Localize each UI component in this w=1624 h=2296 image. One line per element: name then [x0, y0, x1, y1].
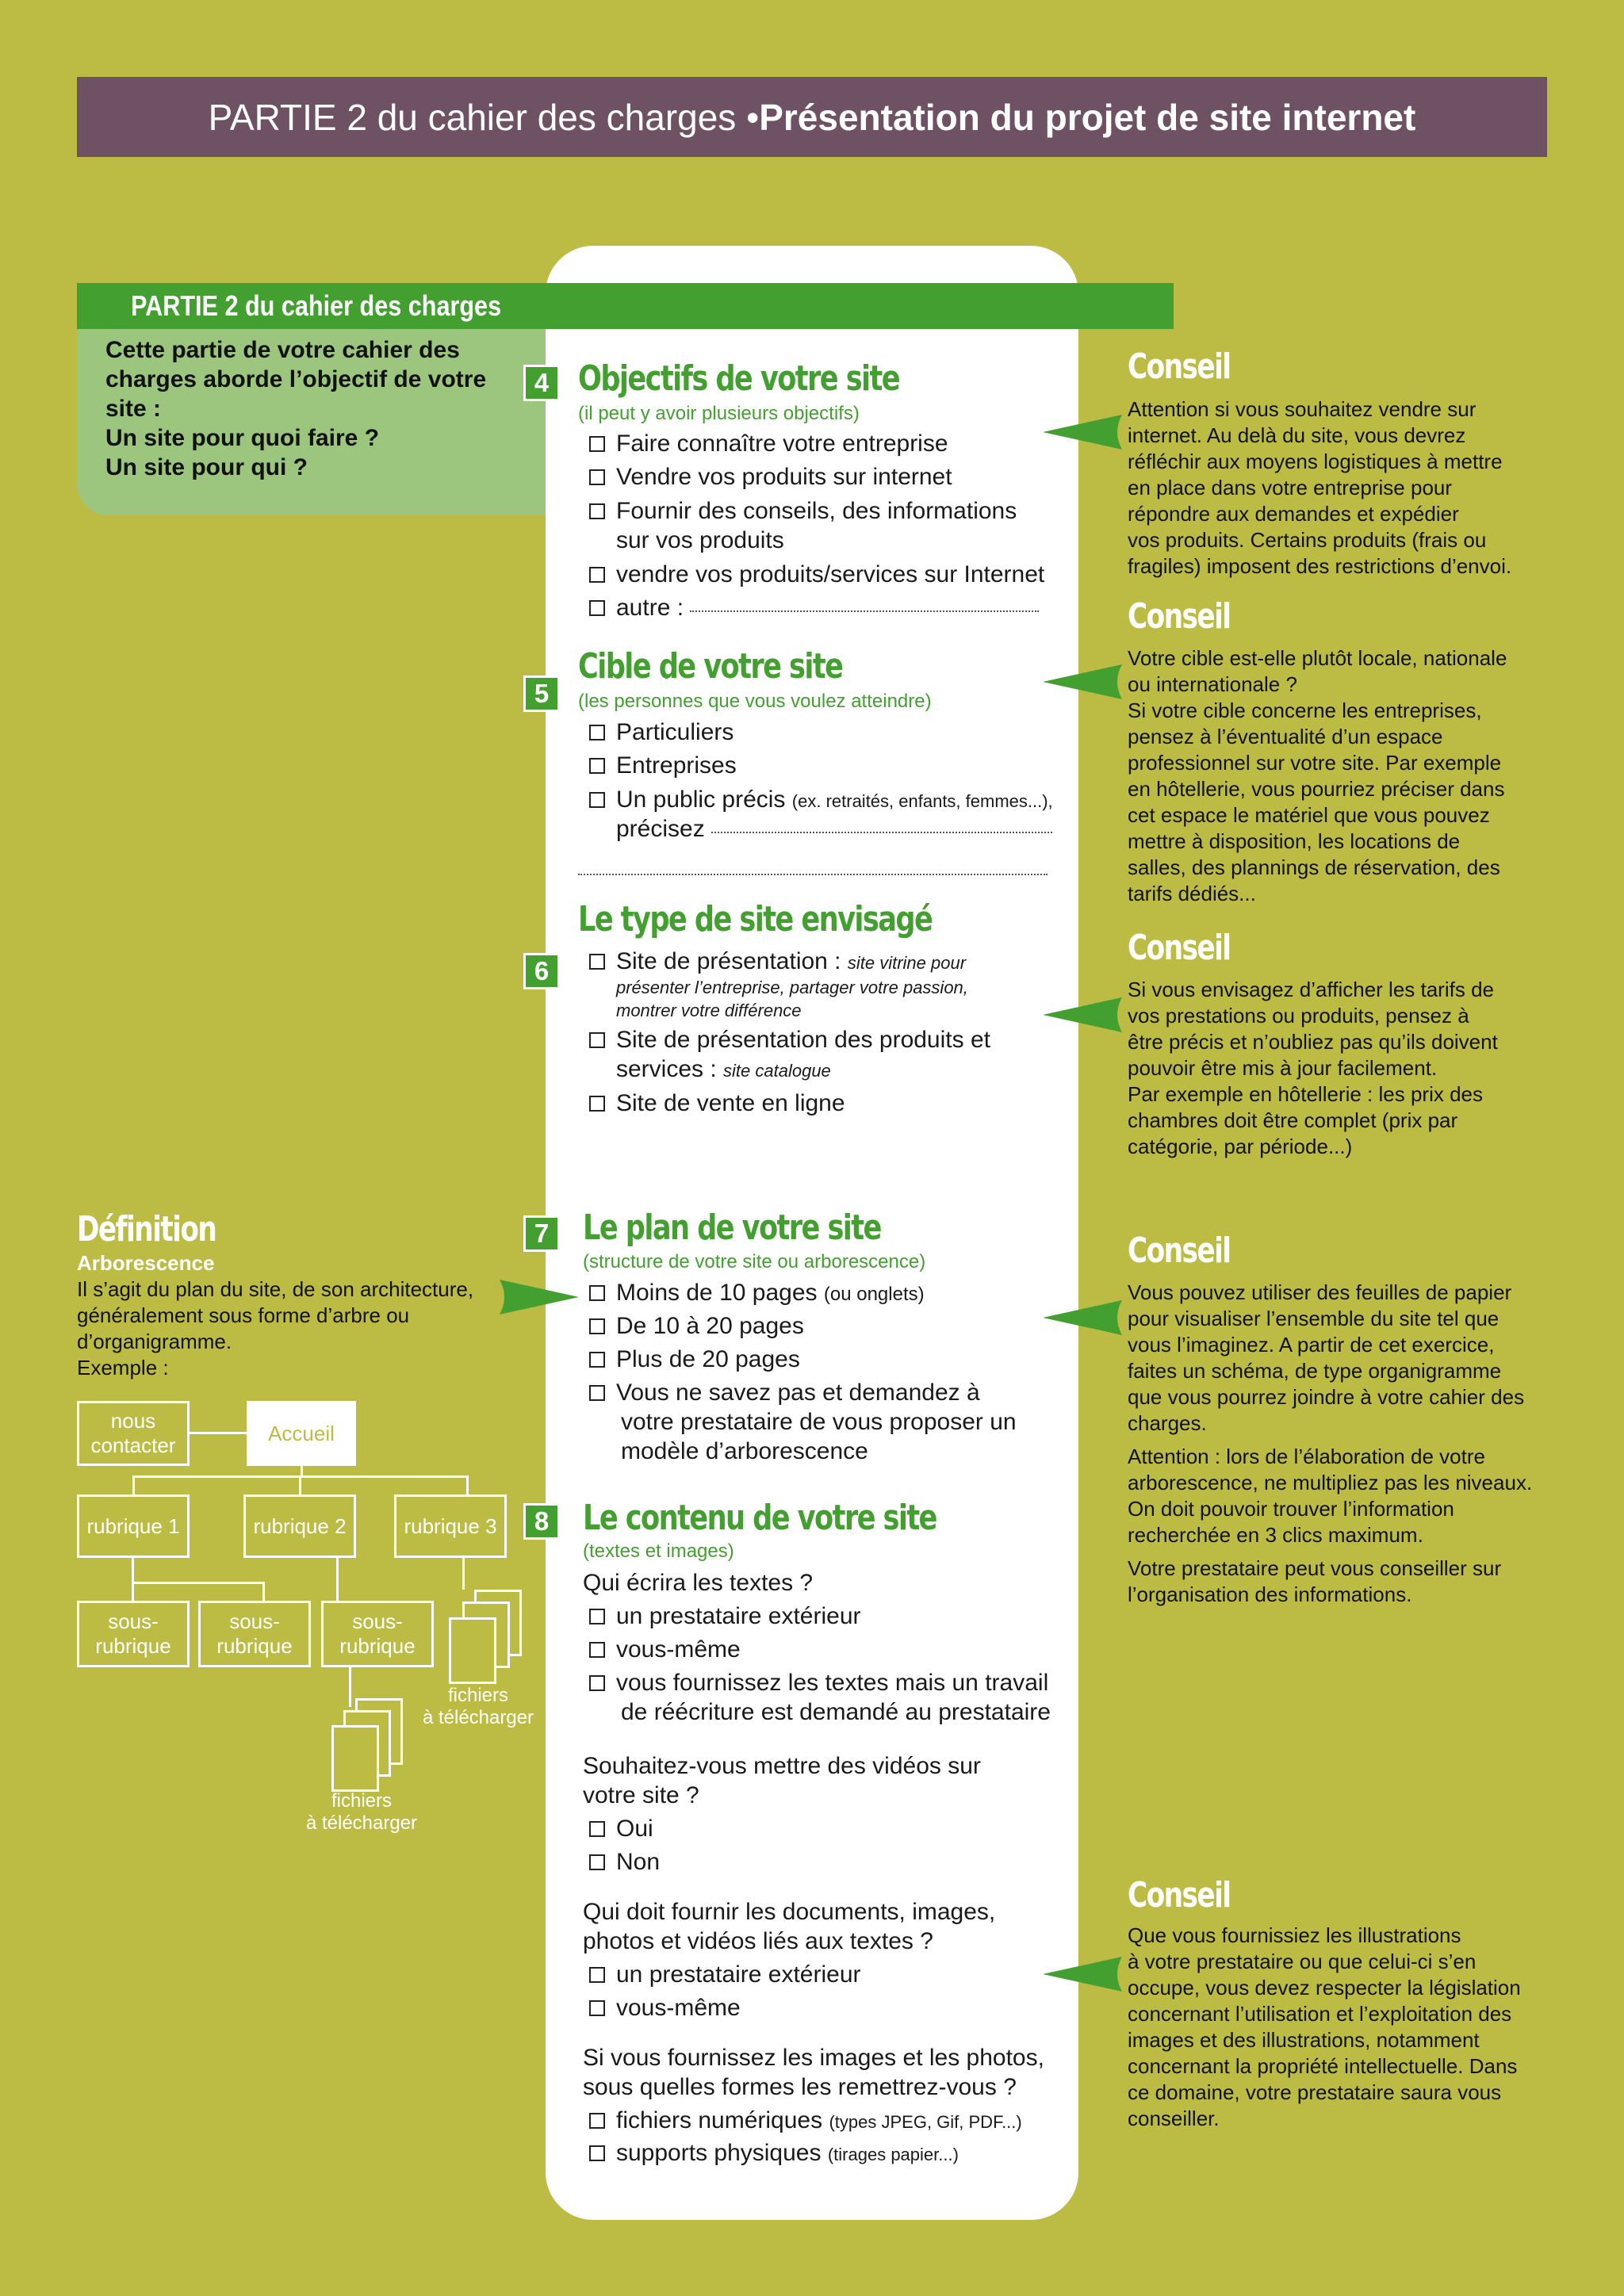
checkbox[interactable] — [589, 600, 605, 616]
tip-line: concernant l’utilisation et l’exploitation des — [1128, 2002, 1512, 2026]
tip-title: Conseil — [1128, 346, 1231, 387]
tree-connector — [132, 1475, 135, 1494]
tip-text — [1128, 396, 1511, 580]
callout-pointer — [500, 1273, 579, 1321]
files-caption-line: à télécharger — [305, 1812, 418, 1834]
tip-line: Par exemple en hôtellerie : les prix des — [1128, 1082, 1484, 1106]
checkbox[interactable] — [589, 1854, 605, 1870]
fill-in-line[interactable] — [711, 832, 1052, 833]
checkbox[interactable] — [589, 792, 605, 808]
checkbox-option[interactable] — [589, 1278, 925, 1309]
tip-line: salles, des plannings de réservation, des — [1128, 855, 1500, 879]
tip-line: vos produits. Certains produits (frais ou — [1128, 528, 1487, 552]
checkbox[interactable] — [589, 567, 605, 583]
checkbox[interactable] — [589, 2145, 605, 2161]
tip-text — [1128, 977, 1498, 1160]
checkbox-option[interactable] — [589, 1601, 861, 1631]
files-caption — [419, 1685, 538, 1729]
option-label: services : — [616, 1056, 724, 1082]
tip-line: chambres doit être complet (prix par — [1128, 1108, 1458, 1132]
checkbox[interactable] — [589, 1642, 605, 1658]
option-note: présenter l’entreprise, partager votre passion, — [616, 978, 968, 997]
option-label: vous-même — [616, 1636, 741, 1663]
files-caption — [298, 1790, 425, 1835]
tip-text — [1128, 1280, 1532, 1608]
option-label: Site de vente en ligne — [616, 1090, 845, 1116]
question: Souhaitez-vous mettre des vidéos sur — [583, 1753, 981, 1779]
section-subtitle: (il peut y avoir plusieurs objectifs) — [578, 403, 860, 424]
question: votre site ? — [583, 1782, 699, 1808]
checkbox-option[interactable] — [589, 947, 966, 978]
tip-line: être précis et n’oubliez pas qu’ils doivent — [1128, 1030, 1498, 1054]
tree-node-label: sous- — [352, 1609, 403, 1633]
definition-line: Il s’agit du plan du site, de son architecture, — [77, 1277, 474, 1301]
option-label: Moins de 10 pages — [616, 1280, 818, 1306]
tree-connector — [132, 1582, 265, 1584]
tip-line: pour visualiser l’ensemble du site tel que — [1128, 1307, 1500, 1330]
intro-line: Cette partie de votre cahier des — [105, 337, 460, 363]
tip-line: vous l’imaginez. A partir de cet exercice, — [1128, 1333, 1495, 1357]
section-number: 6 — [526, 955, 557, 987]
option-label: précisez — [616, 816, 705, 842]
tip-line: internet. Au delà du site, vous devrez — [1128, 423, 1466, 447]
option-label: Un public précis — [616, 786, 786, 813]
question: Qui doit fournir les documents, images, — [583, 1899, 996, 1925]
tip-line: images et des illustrations, notamment — [1128, 2028, 1480, 2052]
tip-line: catégorie, par période...) — [1128, 1135, 1353, 1158]
option-label-continued: de réécriture est demandé au prestataire — [621, 1699, 1051, 1725]
section-banner-title: PARTIE 2 du cahier des charges — [131, 289, 502, 322]
callout-pointer — [1043, 1950, 1122, 1998]
checkbox-option[interactable] — [589, 1378, 980, 1407]
section-title: Le contenu de votre site — [583, 1498, 936, 1538]
checkbox-option[interactable] — [589, 718, 733, 747]
intro-box — [77, 329, 546, 515]
tip-title: Conseil — [1128, 1875, 1231, 1915]
file-page-icon — [331, 1725, 379, 1792]
tip-line: concernant la propriété intellectuelle. Dans — [1128, 2054, 1518, 2078]
checkbox[interactable] — [589, 1032, 605, 1048]
option-label: Particuliers — [616, 719, 734, 745]
tree-connector — [349, 1667, 351, 1707]
tip-line: recherchée en 3 clics maximum. — [1128, 1523, 1423, 1547]
tip-line: pensez à l’éventualité d’un espace — [1128, 725, 1443, 748]
section-subtitle: (les personnes que vous voulez atteindre) — [578, 691, 932, 712]
definition-line: généralement sous forme d’arbre ou — [77, 1303, 410, 1327]
checkbox[interactable] — [589, 2000, 605, 2016]
tip-line: Si votre cible concerne les entreprises, — [1128, 698, 1482, 722]
checkbox[interactable] — [589, 469, 605, 485]
option-label: vous-même — [616, 1995, 741, 2021]
tree-node-label: sous- — [229, 1609, 280, 1633]
section-title: Cible de votre site — [578, 646, 843, 687]
checkbox[interactable] — [589, 1675, 605, 1691]
option-label-continued: sur vos produits — [616, 527, 784, 553]
tip-title: Conseil — [1128, 1230, 1231, 1271]
option-note: (types JPEG, Gif, PDF...) — [829, 2112, 1022, 2132]
option-label: Site de présentation des produits et — [616, 1027, 990, 1053]
tree-node-label: nous — [110, 1409, 156, 1433]
tip-line: Que vous fournissiez les illustrations — [1128, 1923, 1461, 1947]
callout-pointer — [1043, 1294, 1122, 1341]
tree-connector — [299, 1475, 301, 1494]
option-label-continued — [616, 814, 1052, 844]
option-note: (ex. retraités, enfants, femmes...), — [791, 791, 1053, 811]
checkbox-option[interactable] — [589, 1668, 1048, 1697]
header-title-bold: Présentation du projet de site internet — [759, 96, 1416, 138]
intro-line: Un site pour quoi faire ? — [105, 425, 380, 451]
tip-line: Si vous envisagez d’afficher les tarifs de — [1128, 978, 1494, 1001]
definition-subtitle: Arborescence — [77, 1251, 215, 1275]
checkbox[interactable] — [589, 503, 605, 519]
checkbox-option[interactable] — [589, 1311, 804, 1341]
header-title-light: PARTIE 2 du cahier des charges • — [208, 96, 760, 138]
option-label: Fournir des conseils, des informations — [616, 498, 1017, 524]
tip-line: ce domaine, votre prestataire saura vous — [1128, 2080, 1502, 2104]
option-label: Plus de 20 pages — [616, 1346, 800, 1372]
option-label-continued: modèle d’arborescence — [621, 1438, 868, 1464]
checkbox-option[interactable] — [589, 1025, 990, 1054]
question: Qui écrira les textes ? — [583, 1570, 814, 1596]
checkbox-option[interactable] — [589, 2138, 959, 2169]
tip-line: occupe, vous devez respecter la législation — [1128, 1976, 1521, 1999]
tip-line: conseiller. — [1128, 2107, 1220, 2130]
tree-node-sous-rubrique — [77, 1601, 190, 1667]
checkbox-option[interactable] — [589, 496, 1017, 526]
callout-pointer — [1043, 991, 1122, 1039]
checkbox[interactable] — [589, 436, 605, 452]
tip-line: charges. — [1128, 1411, 1207, 1435]
checkbox-option[interactable] — [589, 429, 948, 458]
tip-line: Votre prestataire peut vous conseiller sur — [1128, 1556, 1502, 1580]
checkbox[interactable] — [589, 725, 605, 740]
tree-connector — [466, 1475, 469, 1494]
option-label: supports physiques — [616, 2140, 822, 2166]
tip-line: Attention : lors de l’élaboration de votre — [1128, 1445, 1485, 1468]
checkbox-option[interactable] — [589, 1635, 741, 1664]
tip-line: cet espace le matériel que vous pouvez — [1128, 803, 1490, 827]
tip-line: mettre à disposition, les locations de — [1128, 829, 1461, 853]
checkbox-option[interactable] — [589, 1960, 861, 1989]
tip-line: On doit pouvoir trouver l’information — [1128, 1497, 1454, 1521]
tip-line: professionnel sur votre site. Par exemple — [1128, 751, 1502, 775]
tip-line: vos prestations ou produits, pensez à — [1128, 1004, 1469, 1027]
file-page-icon — [449, 1617, 496, 1684]
tip-line: tarifs dédiés... — [1128, 882, 1256, 905]
option-label-continued — [616, 1054, 831, 1085]
tree-node-home — [247, 1401, 356, 1466]
tip-line: ou internationale ? — [1128, 672, 1297, 696]
tree-node-label: Accueil — [268, 1421, 335, 1445]
section-number: 5 — [526, 678, 557, 710]
section-subtitle: (textes et images) — [583, 1540, 734, 1562]
checkbox[interactable] — [589, 1609, 605, 1624]
tip-line: réfléchir aux moyens logistiques à mettre — [1128, 450, 1503, 473]
option-label: Entreprises — [616, 752, 737, 779]
tree-node-rubrique — [243, 1494, 356, 1558]
option-label: Vous ne savez pas et demandez à — [616, 1380, 980, 1406]
tip-line: en place dans votre entreprise pour — [1128, 476, 1453, 499]
tip-line: faites un schéma, de type organigramme — [1128, 1359, 1502, 1383]
tip-title: Conseil — [1128, 596, 1231, 637]
checkbox[interactable] — [589, 1967, 605, 1983]
checkbox[interactable] — [589, 1352, 605, 1368]
tip-line: répondre aux demandes et expédier — [1128, 502, 1459, 526]
question: sous quelles formes les remettrez-vous ? — [583, 2074, 1017, 2100]
question: Si vous fournissez les images et les photos, — [583, 2045, 1044, 2071]
option-label: Vendre vos produits sur internet — [616, 464, 952, 490]
checkbox[interactable] — [589, 1318, 605, 1334]
checkbox[interactable] — [589, 1385, 605, 1401]
checkbox[interactable] — [589, 758, 605, 774]
tip-text — [1128, 645, 1507, 907]
tree-node-label: rubrique 2 — [253, 1513, 347, 1538]
option-note: montrer votre différence — [616, 1001, 802, 1020]
checkbox-option[interactable] — [589, 1993, 741, 2022]
tree-connector — [462, 1558, 465, 1590]
tip-line: en hôtellerie, vous pourriez préciser dans — [1128, 777, 1505, 801]
option-label: Site de présentation : — [616, 948, 848, 974]
intro-line: Un site pour qui ? — [105, 454, 308, 480]
files-caption-line: à télécharger — [422, 1707, 534, 1728]
option-note: (ou onglets) — [823, 1284, 925, 1305]
option-label: De 10 à 20 pages — [616, 1313, 804, 1339]
tree-connector — [301, 1466, 303, 1475]
tip-line: à votre prestataire ou que celui-ci s’en — [1128, 1950, 1477, 1973]
checkbox[interactable] — [589, 954, 605, 970]
definition-title: Définition — [77, 1209, 216, 1249]
option-note: site catalogue — [723, 1061, 831, 1081]
option-label: fichiers numériques — [616, 2107, 823, 2133]
tip-line: Votre cible est-elle plutôt locale, nationale — [1128, 646, 1507, 670]
checkbox[interactable] — [589, 2113, 605, 2129]
callout-pointer — [1043, 408, 1122, 456]
option-label: vendre vos produits/services sur Internet — [616, 561, 1045, 587]
tree-connector — [132, 1558, 134, 1582]
definition-text — [77, 1276, 473, 1381]
section-subtitle: (structure de votre site ou arborescence) — [583, 1251, 926, 1272]
question: photos et vidéos liés aux textes ? — [583, 1928, 933, 1954]
tree-node-label: rubrique — [339, 1634, 416, 1658]
tree-node-label: rubrique — [95, 1634, 171, 1658]
checkbox-option[interactable] — [589, 1345, 800, 1374]
tip-line: arborescence, ne multipliez pas les niveaux. — [1128, 1471, 1533, 1494]
page-header — [77, 77, 1547, 157]
option-note: (tirages papier...) — [827, 2145, 959, 2164]
tip-line: l’organisation des informations. — [1128, 1582, 1412, 1606]
section-title: Le plan de votre site — [583, 1207, 881, 1248]
checkbox-option[interactable] — [589, 1814, 653, 1843]
tree-node-label: rubrique 3 — [404, 1513, 497, 1538]
tree-node-label: rubrique — [216, 1634, 293, 1658]
tree-node-rubrique — [394, 1494, 507, 1558]
callout-pointer — [1043, 658, 1122, 706]
definition-line: Exemple : — [77, 1356, 169, 1380]
tree-connector — [336, 1558, 339, 1601]
tip-text — [1128, 1923, 1521, 2132]
tree-node-label: contacter — [90, 1433, 176, 1457]
checkbox-option[interactable] — [589, 593, 1039, 622]
tree-node-sous-rubrique — [321, 1601, 434, 1667]
tree-node-label: rubrique 1 — [86, 1513, 180, 1538]
checkbox-option[interactable] — [589, 462, 952, 492]
intro-line: site : — [105, 396, 162, 422]
checkbox-option[interactable] — [589, 560, 1044, 589]
tree-node-contact — [77, 1401, 190, 1466]
tip-line: fragiles) imposent des restrictions d’envoi. — [1128, 554, 1512, 578]
option-label: Non — [616, 1849, 661, 1875]
files-caption-line: fichiers — [447, 1685, 509, 1706]
section-number: 7 — [526, 1218, 557, 1249]
checkbox-option[interactable] — [589, 2106, 1022, 2137]
tip-title: Conseil — [1128, 928, 1231, 968]
option-label: un prestataire extérieur — [616, 1603, 861, 1629]
checkbox[interactable] — [589, 1285, 605, 1301]
tree-node-rubrique — [77, 1494, 190, 1558]
tip-line: Attention si vous souhaitez vendre sur — [1128, 397, 1477, 421]
files-caption-line: fichiers — [331, 1790, 393, 1812]
tree-node-sous-rubrique — [198, 1601, 311, 1667]
section-number: 8 — [526, 1506, 557, 1537]
fill-in-line[interactable] — [690, 610, 1039, 612]
tip-line: que vous pourrez joindre à votre cahier des — [1128, 1385, 1525, 1409]
option-label: Oui — [616, 1816, 653, 1842]
tip-line: Vous pouvez utiliser des feuilles de papier — [1128, 1280, 1512, 1304]
option-label: autre : — [616, 595, 684, 621]
tree-connector — [132, 1582, 134, 1601]
checkbox-option[interactable] — [589, 1089, 845, 1118]
section-title: Le type de site envisagé — [578, 899, 933, 939]
section-number: 4 — [526, 367, 557, 399]
intro-line: charges aborde l’objectif de votre — [105, 366, 487, 392]
tree-connector — [262, 1582, 265, 1601]
option-label: vous fournissez les textes mais un travail — [616, 1670, 1049, 1696]
option-note: site vitrine pour — [847, 953, 967, 973]
option-label: un prestataire extérieur — [616, 1961, 861, 1988]
checkbox[interactable] — [589, 1096, 605, 1112]
checkbox-option[interactable] — [589, 1847, 660, 1877]
divider — [578, 874, 1048, 875]
option-label: Faire connaître votre entreprise — [616, 430, 948, 457]
option-label-continued: votre prestataire de vous proposer un — [621, 1409, 1017, 1435]
checkbox[interactable] — [589, 1821, 605, 1837]
tree-connector — [190, 1432, 247, 1434]
definition-line: d’organigramme. — [77, 1330, 232, 1353]
checkbox-option[interactable] — [589, 785, 1053, 816]
tree-node-label: sous- — [108, 1609, 159, 1633]
section-banner — [77, 283, 1174, 329]
tip-line: pouvoir être mis à jour facilement. — [1128, 1056, 1438, 1080]
checkbox-option[interactable] — [589, 751, 737, 780]
section-title: Objectifs de votre site — [578, 358, 900, 399]
